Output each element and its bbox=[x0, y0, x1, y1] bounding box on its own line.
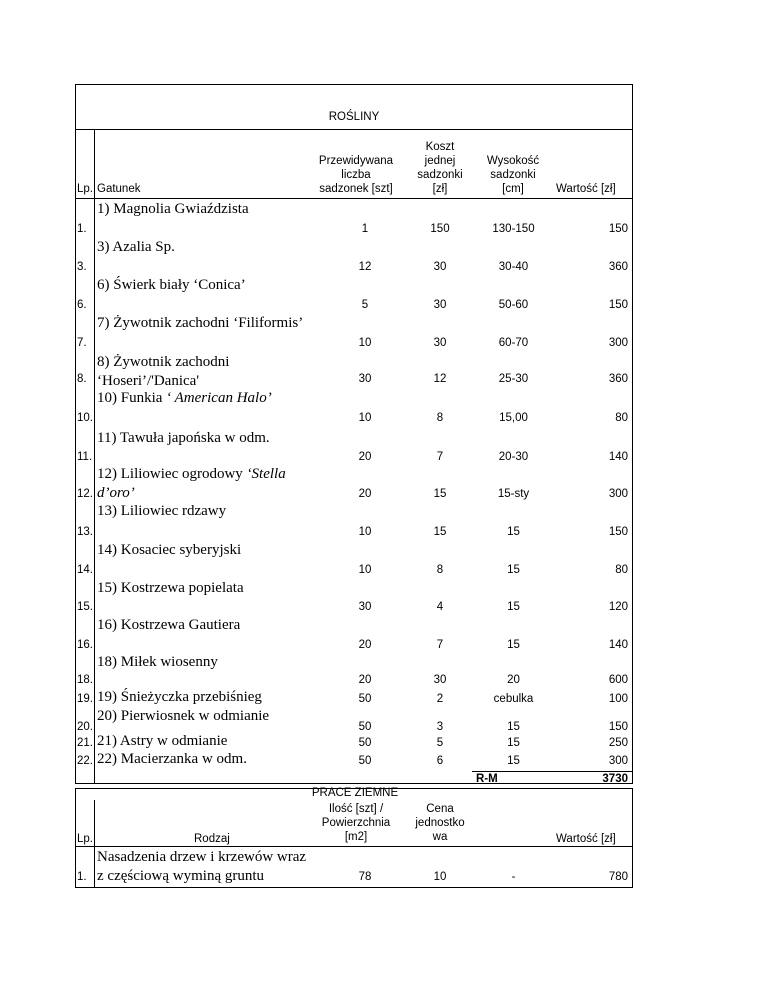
row-cost: 30 bbox=[433, 337, 447, 349]
header-species: Gatunek bbox=[97, 183, 141, 195]
row-qty: 20 bbox=[358, 639, 372, 651]
row-lp: 16. bbox=[77, 639, 93, 651]
row-lp: 15. bbox=[77, 601, 93, 613]
row-qty: 50 bbox=[358, 755, 372, 767]
row-name: 6) Świerk biały ‘Conica’ bbox=[97, 277, 246, 293]
row-value: 300 bbox=[608, 755, 628, 767]
row-height: cebulka bbox=[493, 693, 534, 705]
row-lp: 13. bbox=[77, 526, 93, 538]
row-name: 1) Magnolia Gwiaździsta bbox=[97, 201, 249, 217]
row-lp: 3. bbox=[77, 261, 87, 273]
row-value: 360 bbox=[608, 373, 628, 385]
row-lp: 8. bbox=[77, 373, 87, 385]
header-kind: Rodzaj bbox=[194, 833, 230, 845]
row-name: 14) Kosaciec syberyjski bbox=[97, 542, 242, 558]
row-height: 25-30 bbox=[498, 373, 529, 385]
row-name: 22) Macierzanka w odm. bbox=[97, 751, 247, 767]
row-name: 19) Śnieżyczka przebiśnieg bbox=[97, 689, 262, 705]
header-qty: Ilość [szt] / Powierzchnia [m2] bbox=[321, 803, 391, 843]
row-cost: 30 bbox=[433, 299, 447, 311]
summary-label: R-M bbox=[476, 773, 498, 785]
row-name: 16) Kostrzewa Gautiera bbox=[97, 617, 241, 633]
row-lp: 12. bbox=[77, 488, 93, 500]
row-cost: 7 bbox=[436, 639, 444, 651]
row-height: 15 bbox=[507, 737, 520, 749]
row-cost: 150 bbox=[430, 223, 450, 235]
row-lp: 10. bbox=[77, 412, 93, 424]
row-lp: 21. bbox=[77, 737, 93, 749]
row-qty: 30 bbox=[358, 601, 372, 613]
row-height: 15 bbox=[507, 639, 520, 651]
plants-title: ROŚLINY bbox=[328, 111, 380, 123]
earthworks-header-divider bbox=[75, 846, 633, 847]
row-qty: 10 bbox=[358, 526, 372, 538]
row-value: 150 bbox=[608, 223, 628, 235]
row-value: 150 bbox=[608, 526, 628, 538]
row-height: 50-60 bbox=[498, 299, 529, 311]
header-cost: Koszt jednej sadzonki [zł] bbox=[417, 141, 463, 195]
row-lp: 20. bbox=[77, 721, 93, 733]
row-name: 3) Azalia Sp. bbox=[97, 239, 175, 255]
row-price: 10 bbox=[433, 871, 447, 883]
row-height: 20-30 bbox=[498, 451, 529, 463]
row-name: 15) Kostrzewa popielata bbox=[97, 580, 244, 596]
row-value: 600 bbox=[608, 674, 628, 686]
header-height: Wysokość sadzonki [cm] bbox=[486, 155, 540, 195]
row-value: 100 bbox=[608, 693, 628, 705]
row-name: Nasadzenia drzew i krzewów wraz z częściową wyminą gruntu bbox=[97, 849, 307, 884]
row-height: 15 bbox=[507, 755, 520, 767]
row-height: 15-sty bbox=[497, 488, 530, 500]
row-height: 15 bbox=[507, 721, 520, 733]
plants-header-divider bbox=[75, 198, 633, 199]
earthworks-col-divider-lp bbox=[94, 800, 95, 888]
row-qty: 1 bbox=[361, 223, 369, 235]
row-qty: 20 bbox=[358, 674, 372, 686]
row-value: 360 bbox=[608, 261, 628, 273]
row-qty: 30 bbox=[358, 373, 372, 385]
row-lp: 22. bbox=[77, 755, 93, 767]
row-height: - bbox=[511, 871, 516, 883]
row-height: 15 bbox=[507, 526, 520, 538]
row-qty: 78 bbox=[358, 871, 372, 883]
header-price: Cena jednostko wa bbox=[415, 803, 465, 843]
row-cost: 8 bbox=[436, 412, 444, 424]
row-value: 300 bbox=[608, 337, 628, 349]
row-cost: 12 bbox=[433, 373, 447, 385]
row-height: 60-70 bbox=[498, 337, 529, 349]
header-lp: Lp. bbox=[77, 183, 93, 195]
row-cost: 6 bbox=[436, 755, 444, 767]
row-height: 15,00 bbox=[499, 412, 528, 424]
row-name: 12) Liliowiec ogrodowy ‘Stella d’oro’ bbox=[97, 466, 286, 501]
row-name: 21) Astry w odmianie bbox=[97, 733, 228, 749]
plants-title-divider bbox=[75, 129, 633, 130]
row-value: 80 bbox=[615, 412, 628, 424]
row-lp: 18. bbox=[77, 674, 93, 686]
row-value: 140 bbox=[608, 451, 628, 463]
row-lp: 1. bbox=[77, 871, 87, 883]
row-value: 300 bbox=[608, 488, 628, 500]
row-name: 8) Żywotnik zachodni ‘Hoseri’/'Danica' bbox=[97, 354, 230, 389]
row-value: 150 bbox=[608, 721, 628, 733]
row-qty: 50 bbox=[358, 721, 372, 733]
row-name: 11) Tawuła japońska w odm. bbox=[97, 430, 270, 446]
row-qty: 10 bbox=[358, 337, 372, 349]
row-cost: 4 bbox=[436, 601, 444, 613]
row-cost: 8 bbox=[436, 564, 444, 576]
row-value: 150 bbox=[608, 299, 628, 311]
row-cost: 30 bbox=[433, 261, 447, 273]
row-lp: 14. bbox=[77, 564, 93, 576]
header-qty: Przewidywana liczba sadzonek [szt] bbox=[318, 155, 394, 195]
row-cost: 3 bbox=[436, 721, 444, 733]
header-value: Wartość [zł] bbox=[556, 833, 616, 845]
row-qty: 20 bbox=[358, 451, 372, 463]
row-qty: 10 bbox=[358, 564, 372, 576]
row-height: 15 bbox=[507, 564, 520, 576]
row-name: 13) Liliowiec rdzawy bbox=[97, 503, 227, 519]
row-height: 130-150 bbox=[492, 223, 535, 235]
row-height: 30-40 bbox=[498, 261, 529, 273]
row-lp: 1. bbox=[77, 223, 87, 235]
row-height: 20 bbox=[507, 674, 520, 686]
row-qty: 5 bbox=[361, 299, 369, 311]
row-lp: 19. bbox=[77, 693, 93, 705]
row-qty: 50 bbox=[358, 737, 372, 749]
row-cost: 7 bbox=[436, 451, 444, 463]
row-value: 120 bbox=[608, 601, 628, 613]
row-qty: 50 bbox=[358, 693, 372, 705]
plants-col-divider-lp bbox=[94, 129, 95, 784]
row-lp: 6. bbox=[77, 299, 87, 311]
row-value: 80 bbox=[615, 564, 628, 576]
row-lp: 11. bbox=[77, 451, 93, 463]
row-qty: 20 bbox=[358, 488, 372, 500]
row-value: 250 bbox=[608, 737, 628, 749]
row-lp: 7. bbox=[77, 337, 87, 349]
row-name: 7) Żywotnik zachodni ‘Filiformis’ bbox=[97, 315, 304, 331]
row-cost: 15 bbox=[433, 488, 447, 500]
row-qty: 10 bbox=[358, 412, 372, 424]
row-qty: 12 bbox=[358, 261, 372, 273]
row-cost: 5 bbox=[436, 737, 444, 749]
header-value: Wartość [zł] bbox=[556, 183, 616, 195]
summary-total: 3730 bbox=[602, 773, 628, 785]
earthworks-title: PRACE ZIEMNE bbox=[311, 787, 399, 799]
row-value: 780 bbox=[608, 871, 628, 883]
row-name: 20) Pierwiosnek w odmianie bbox=[97, 708, 270, 724]
row-cost: 15 bbox=[433, 526, 447, 538]
row-value: 140 bbox=[608, 639, 628, 651]
row-cost: 2 bbox=[436, 693, 444, 705]
row-name: 18) Miłek wiosenny bbox=[97, 654, 218, 670]
row-cost: 30 bbox=[433, 674, 447, 686]
row-name: 10) Funkia ‘ American Halo’ bbox=[97, 390, 272, 406]
row-height: 15 bbox=[507, 601, 520, 613]
header-lp: Lp. bbox=[77, 833, 93, 845]
